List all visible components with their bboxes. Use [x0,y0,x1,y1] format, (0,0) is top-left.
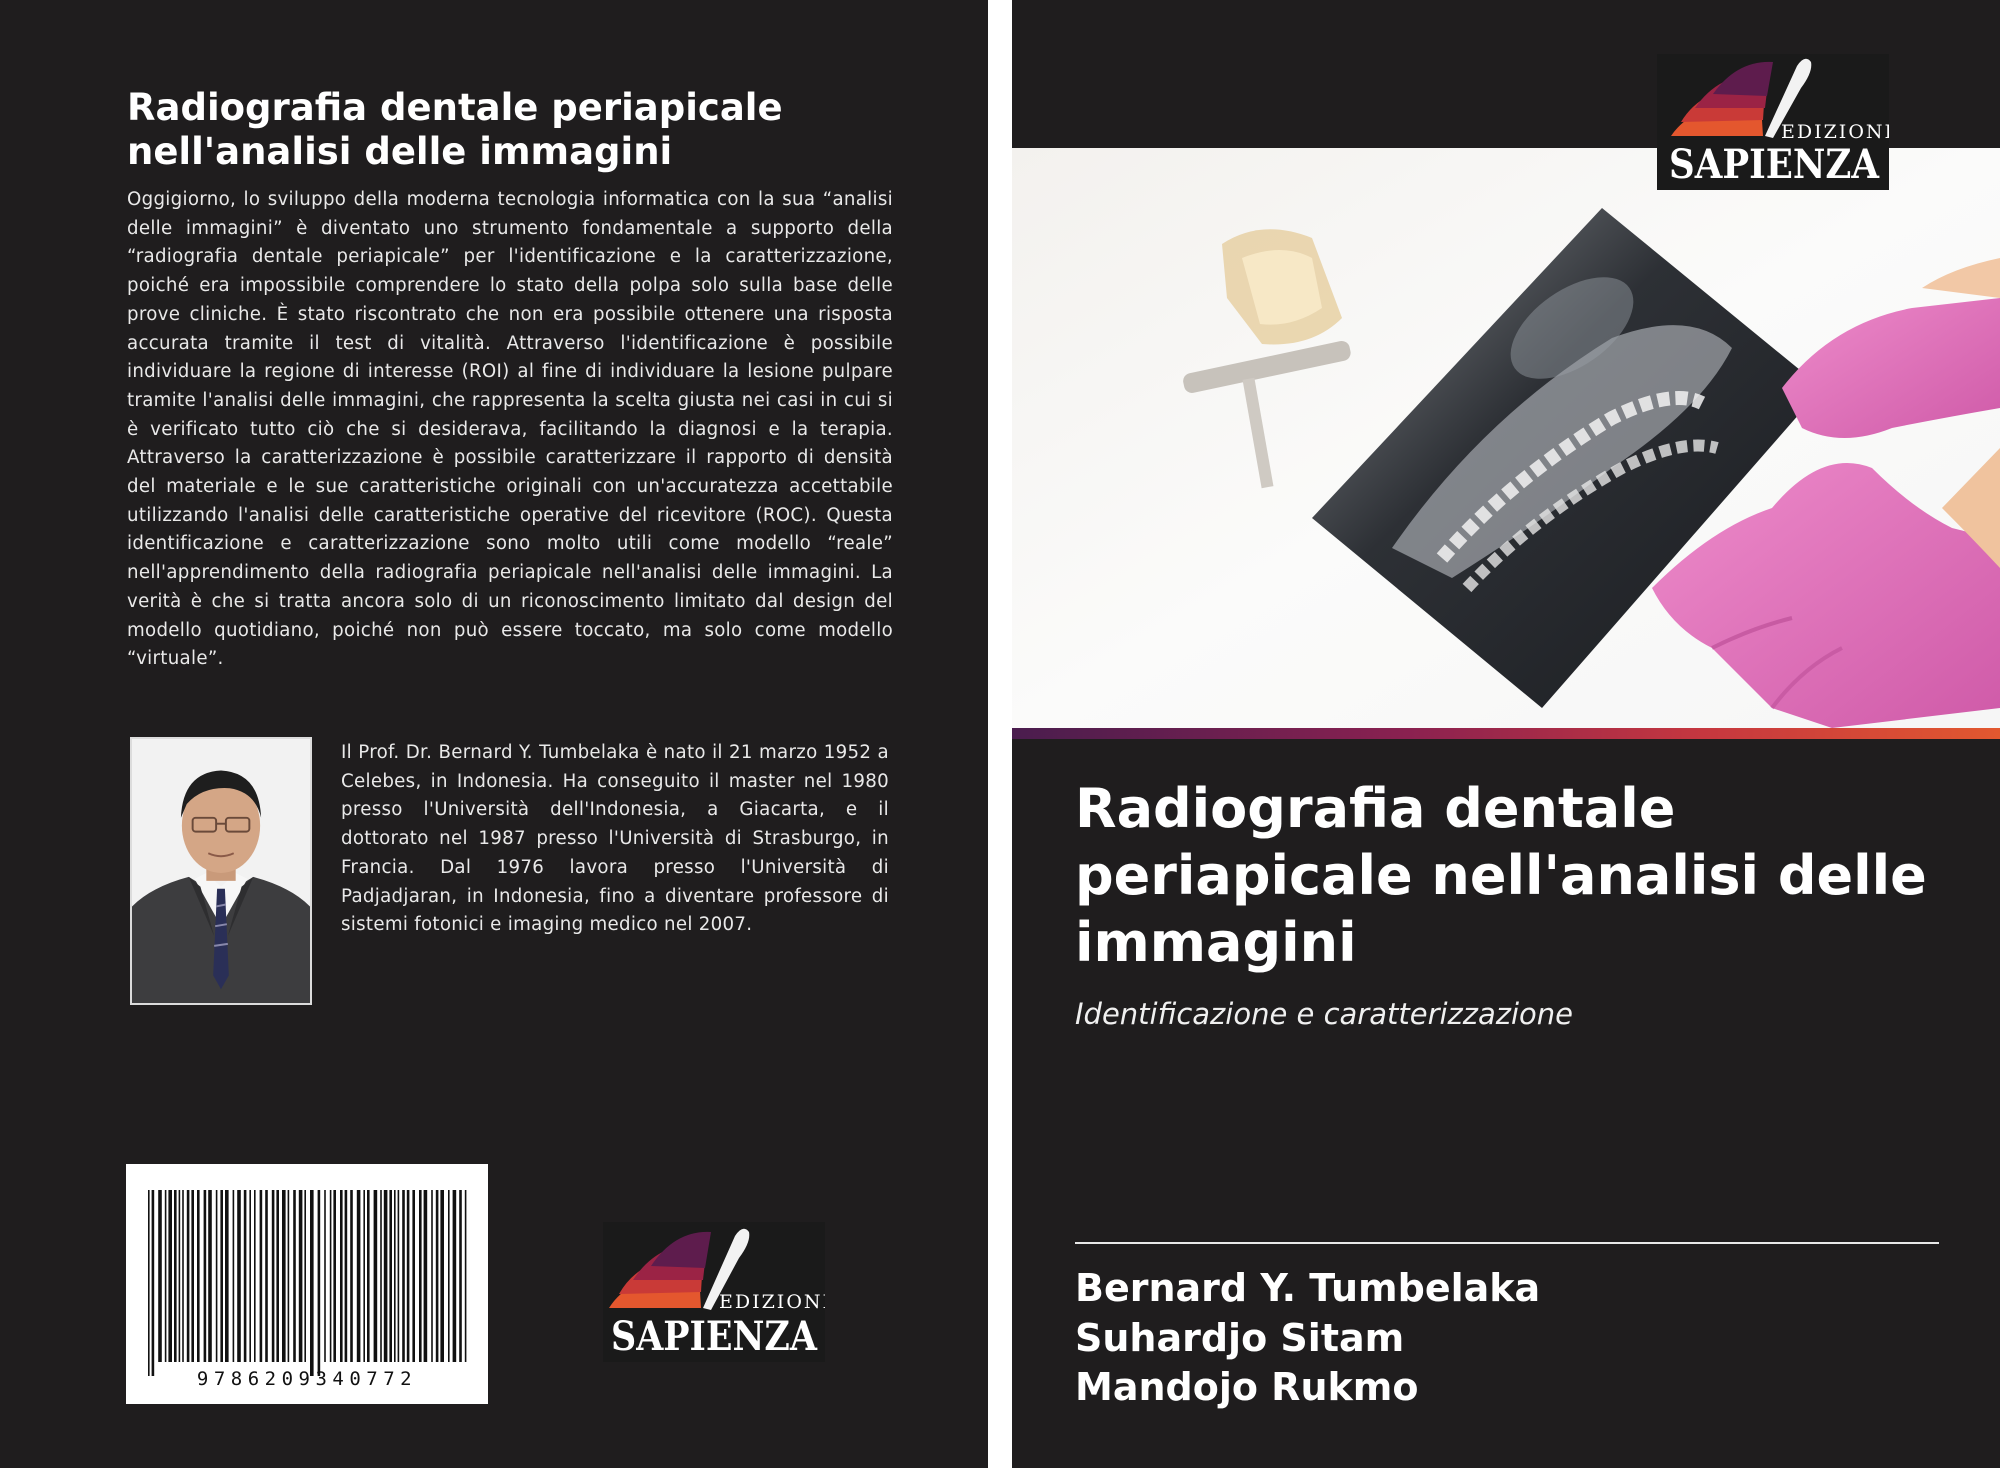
barcode-bar [165,1190,167,1362]
barcode-bar [330,1190,332,1362]
author-portrait-image [132,739,310,1003]
dental-xray-photo [1012,148,2000,728]
barcode-bar [448,1190,450,1362]
barcode-bar [288,1190,290,1362]
barcode-bar [237,1190,241,1362]
front-cover-subtitle: Identificazione e caratterizzazione [1075,997,1574,1031]
barcode-bar [459,1190,462,1362]
publisher-logo-line2: SAPIENZA [1669,141,1880,188]
quill-fan-logo-icon [1657,54,1889,190]
barcode-bar [148,1190,150,1376]
barcode-bar [265,1190,268,1362]
isbn-barcode [126,1164,488,1404]
author-photo [130,737,312,1005]
barcode-bar [260,1190,263,1362]
barcode-bar [276,1190,279,1362]
barcode-bar [380,1190,382,1362]
barcode-bar [345,1190,348,1362]
barcode-bar [158,1190,162,1362]
author-name: Mandojo Rukmo [1075,1365,1419,1409]
barcode-bar [318,1190,321,1376]
barcode-bar [187,1190,190,1362]
barcode-bar [208,1190,212,1362]
barcode-bar [340,1190,343,1362]
barcode-bar [402,1190,405,1362]
barcode-bar [293,1190,296,1362]
author-name: Suhardjo Sitam [1075,1315,1405,1360]
publisher-logo-line1: EDIZIONI [1781,121,1889,143]
barcode-bar [304,1190,306,1362]
front-cover-title: Radiografia dentale periapicale nell'analisi delle immagini [1075,777,1927,974]
barcode-bar [216,1190,218,1362]
barcode-bar [350,1190,353,1362]
barcode-bar [465,1190,467,1362]
barcode-bar [197,1190,200,1362]
author-name: Bernard Y. Tumbelaka [1075,1266,1541,1310]
author-bio: Il Prof. Dr. Bernard Y. Tumbelaka è nato il 21 marzo 1952 a Celebes, in Indonesia. Ha conseguito il master nel 1980 presso l'Università dell'Indonesia, a Giacarta, e il dottorato nel 1987 presso l'Università di Strasburgo, in Francia. Dal 1976 lavora presso l'Università di Padjadjaran, in Indonesia, fino a diventare professore di sistemi fotonici e imaging medico nel 2007. [341,742,889,936]
barcode-bar [357,1190,361,1362]
barcode-bar [244,1190,247,1362]
barcode-bar [436,1190,439,1362]
barcode-bar [407,1190,410,1362]
barcode-bar [310,1190,314,1376]
barcode-bar [225,1190,229,1362]
barcode-bar [282,1190,286,1362]
back-cover [0,0,988,1468]
barcode-bar [453,1190,457,1362]
barcode-bar [394,1190,396,1362]
barcode-bar [412,1190,415,1362]
barcode-bar [424,1190,428,1362]
barcode-bar [398,1190,400,1362]
barcode-bar [249,1190,251,1362]
back-cover-summary: Oggigiorno, lo sviluppo della moderna tecnologia informatica con la sua “analisi delle immagini” è diventato uno strumento fondamentale a supporto della “radiografia dentale periapicale” per l'identificazione e la caratterizzazione, poiché era impossibile comprendere lo stato della polpa solo sulla base delle prove cliniche. È stato riscontrato che non era possibile ottenere una risposta accurata tramite il test di vitalità. Attraverso l'identificazione è possibile individuare la regione di interesse (ROI) al fine di individuare la lesione pulpare tramite l'analisi delle immagini, che rappresenta la scelta giusta nei casi in cui si è verificato tutto ciò che si desiderava, facilitando la diagnosi e la terapia. Attraverso la caratterizzazione è possibile caratterizzare il rapporto di densità del materiale e le sue caratteristiche originali con un'accuratezza accettabile utilizzando l'analisi delle caratteristiche operative del ricevitore (ROC). Questa identificazione e caratterizzazione sono molto utili come modello “reale” nell'apprendimento della radiografia periapicale nell'analisi delle immagini. La verità è che si tratta ancora solo di un riconoscimento limitato dal design del modello quotidiano, poiché non può essere toccato, ma solo come modello “virtuale”. [127,189,893,670]
barcode-bar [374,1190,378,1362]
back-publisher-logo [603,1222,825,1362]
barcode-bar [168,1190,172,1362]
barcode-bar [254,1190,256,1362]
authors-divider [1075,1242,1939,1244]
barcode-bar [204,1190,207,1362]
barcode-bar [182,1190,184,1362]
barcode-bar [220,1190,223,1362]
barcode-bar [431,1190,433,1362]
barcode-bar [440,1190,444,1362]
barcode-bar [367,1190,370,1362]
barcode-bar [333,1190,336,1362]
publisher-logo-line1: EDIZIONI [719,1291,825,1313]
isbn-digits: 9786209340772 [196,1368,418,1390]
barcode-bar [363,1190,365,1362]
front-publisher-logo [1657,54,1889,190]
barcode-bar [299,1190,303,1362]
author-list [1075,1264,1955,1413]
barcode-bar [179,1190,181,1362]
front-cover [1012,0,2000,1468]
front-cover-photo [1012,148,2000,728]
back-cover-title: Radiografia dentale periapicale nell'analisi delle immagini [127,86,783,173]
publisher-logo-line2: SAPIENZA [611,1313,818,1360]
barcode-bar [389,1190,392,1362]
barcode-bar [272,1190,275,1362]
barcode-bar [191,1190,194,1362]
barcode-bar [233,1190,235,1362]
barcode-bar [174,1190,177,1362]
barcode-bar [152,1190,155,1376]
spine-gap [988,0,1012,1468]
barcode-bar [384,1190,388,1362]
accent-bar [1012,728,2000,739]
barcode-bar [419,1190,422,1362]
quill-fan-logo-icon [603,1222,825,1362]
barcode-bar [324,1190,326,1362]
